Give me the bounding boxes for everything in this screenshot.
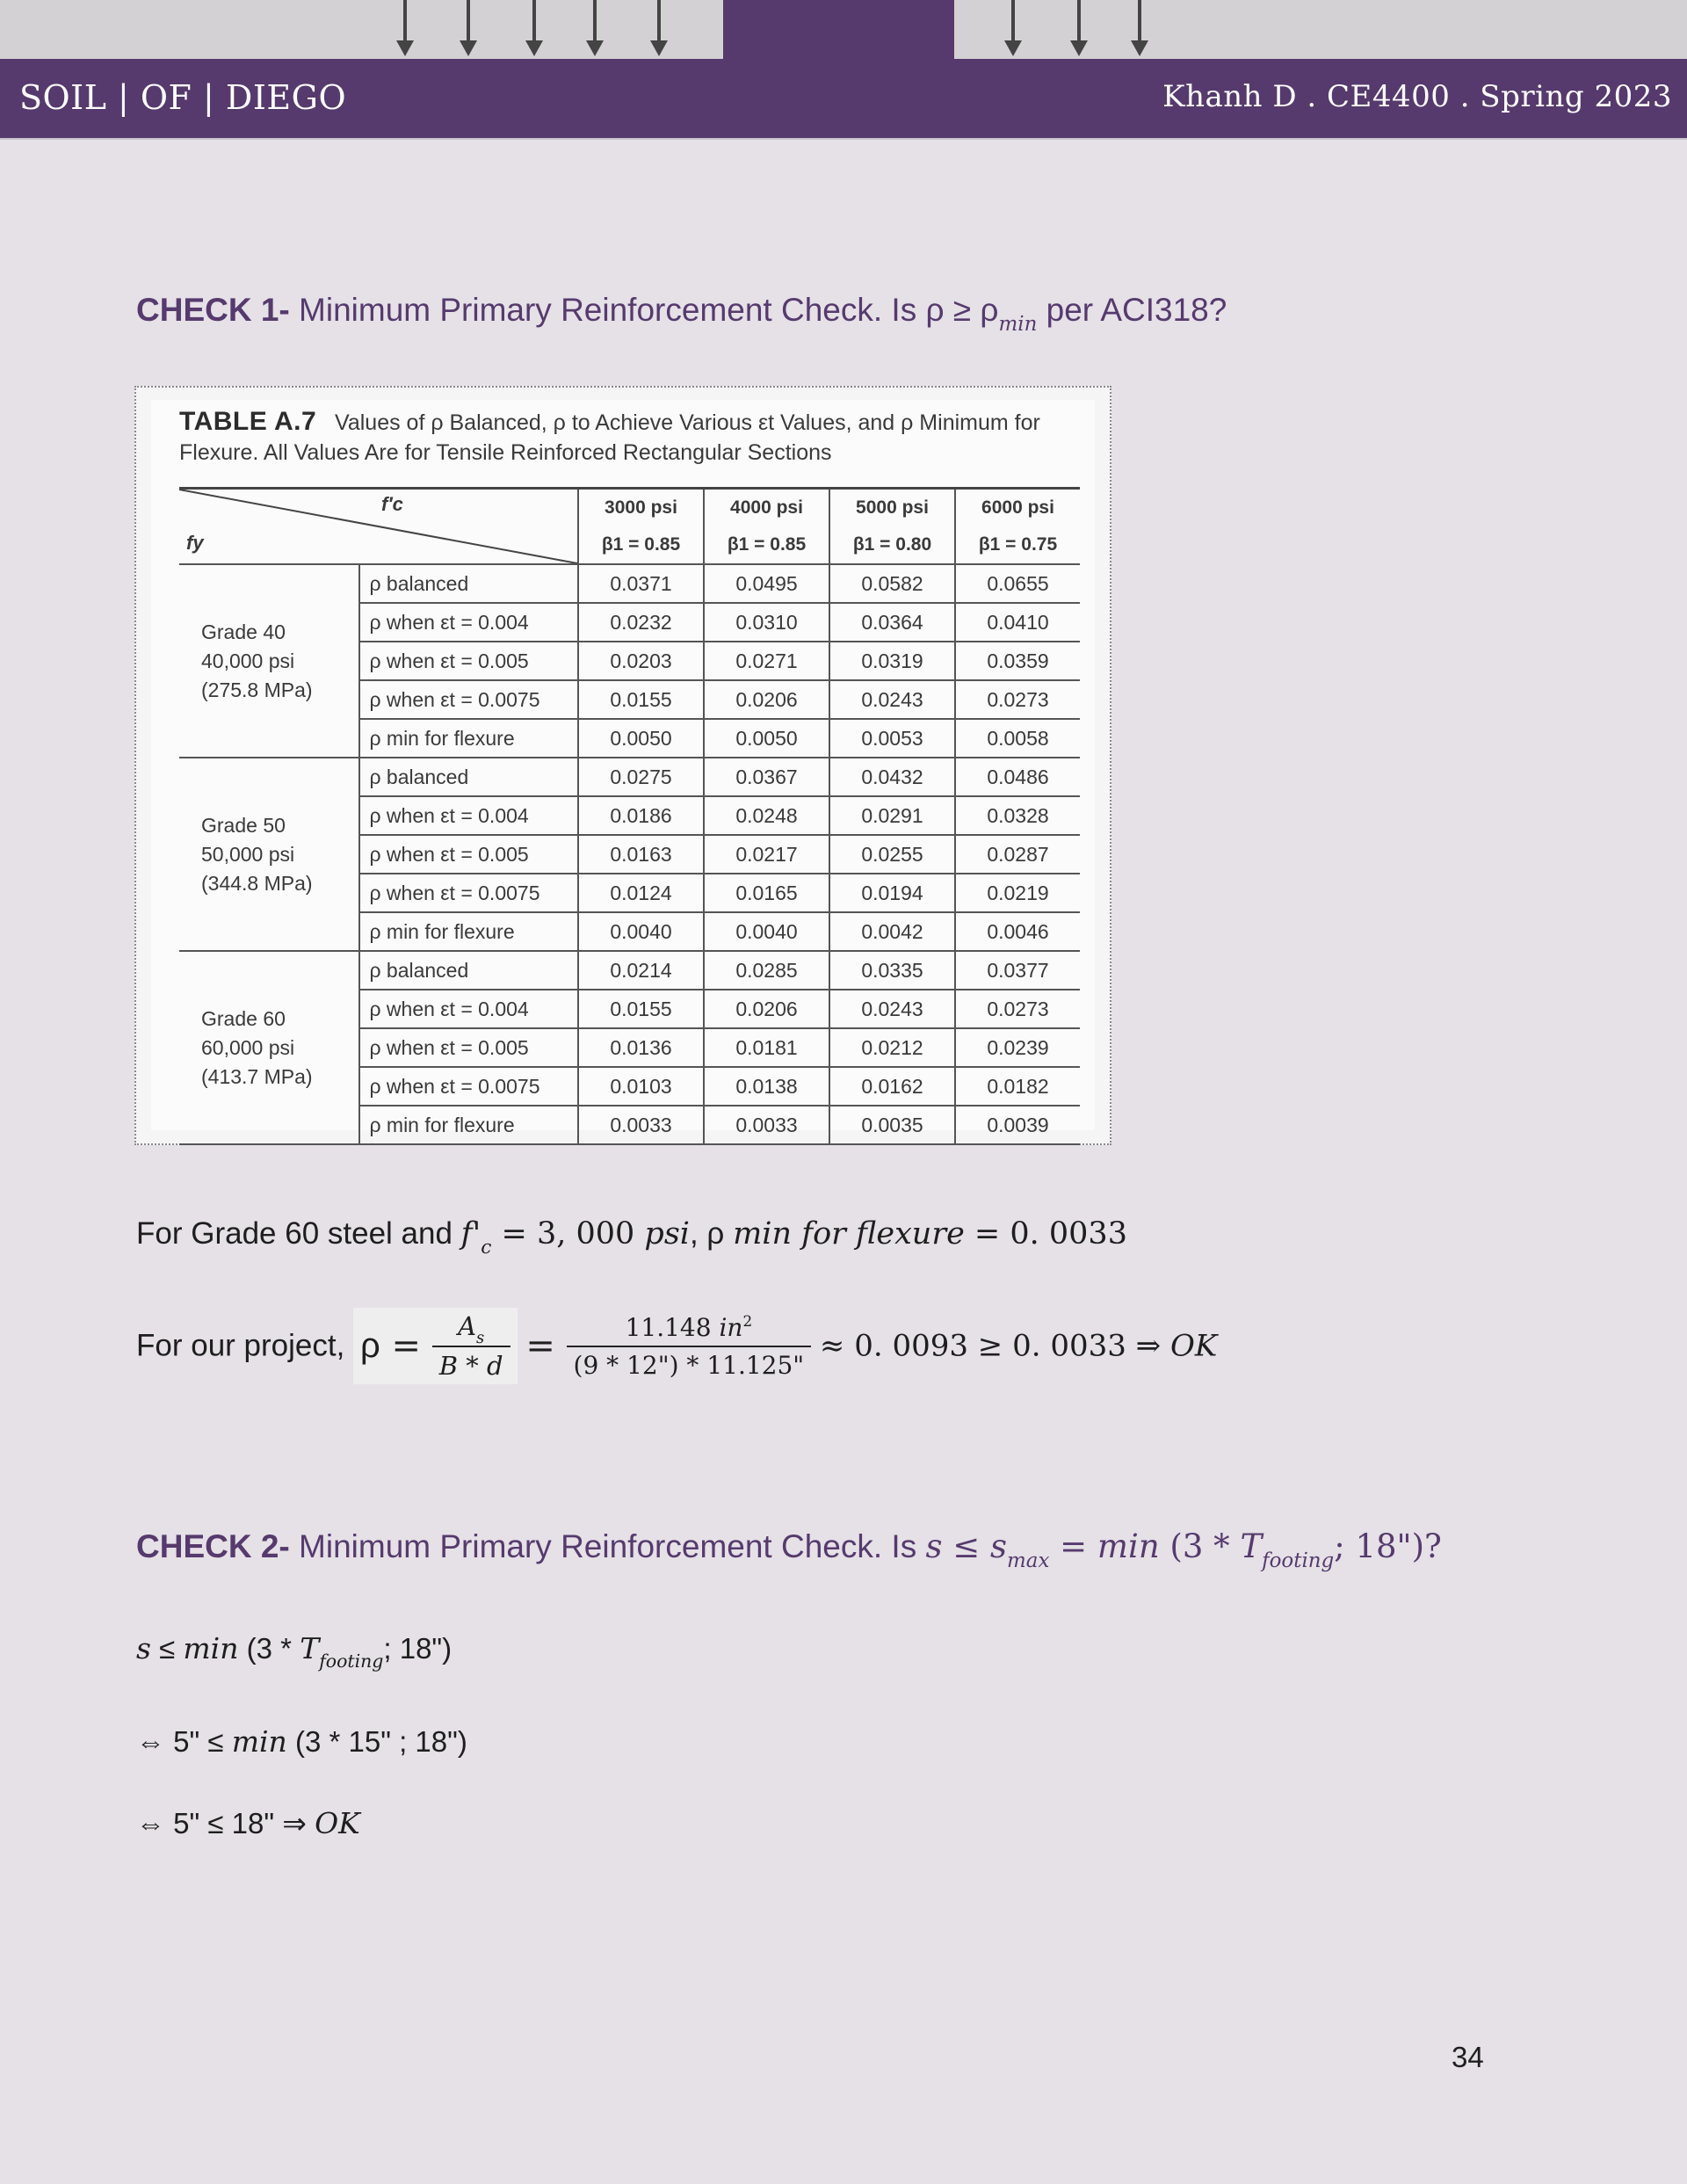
fc-value: = 3, 000 <box>491 1216 645 1252</box>
table-cell: 0.0058 <box>955 719 1080 758</box>
line3-start: ⇔ 5" ≤ 18" ⇒ <box>136 1807 315 1839</box>
as-over-bd-fraction <box>432 1311 510 1381</box>
table-cell: 0.0162 <box>829 1067 955 1106</box>
table-cell: 0.0310 <box>704 603 829 642</box>
corner-diagonal <box>179 490 577 563</box>
equals-sign-2: = <box>525 1325 567 1367</box>
min-flexure-text: min for flexure <box>733 1216 965 1252</box>
table-figure-inner <box>151 400 1095 1136</box>
footing-subscript: footing <box>1262 1549 1335 1573</box>
line2-start: ⇔ 5" ≤ <box>136 1725 232 1758</box>
row-label: ρ when εt = 0.0075 <box>359 680 578 719</box>
table-cell: 0.0273 <box>955 990 1080 1028</box>
table-row <box>179 951 1080 990</box>
table-cell: 0.0206 <box>704 990 829 1028</box>
table-cell: 0.0275 <box>578 758 704 796</box>
table-cell: 0.0181 <box>704 1028 829 1067</box>
grade-cell <box>179 564 359 758</box>
table-cell: 0.0214 <box>578 951 704 990</box>
table-cell: 0.0138 <box>704 1067 829 1106</box>
row-label: ρ balanced <box>359 758 578 796</box>
check2-line3 <box>136 1806 360 1840</box>
rho-min-symbol: ρ <box>980 292 999 328</box>
table-figure <box>134 386 1111 1145</box>
down-arrow-icon <box>460 0 477 58</box>
table-cell: 0.0486 <box>955 758 1080 796</box>
table-cell: 0.0046 <box>955 912 1080 951</box>
table-header-row <box>179 489 1080 527</box>
t-symbol: T <box>1240 1527 1263 1565</box>
table-cell: 0.0432 <box>829 758 955 796</box>
grade-name: Grade 40 <box>201 620 286 643</box>
column-beta: β1 = 0.80 <box>829 526 955 564</box>
check2-label: CHECK 2- <box>136 1528 290 1564</box>
row-label: ρ min for flexure <box>359 719 578 758</box>
table-cell: 0.0243 <box>829 990 955 1028</box>
table-cell: 0.0273 <box>955 680 1080 719</box>
reinforcement-ratio-table <box>179 487 1080 1145</box>
min-function: min <box>231 1724 287 1759</box>
column-strength: 5000 psi <box>829 489 955 527</box>
rho-formula-box <box>353 1308 518 1384</box>
table-row <box>179 564 1080 603</box>
table-cell: 0.0239 <box>955 1028 1080 1067</box>
table-cell: 0.0335 <box>829 951 955 990</box>
row-label: ρ when εt = 0.005 <box>359 835 578 874</box>
grade-psi: 40,000 psi <box>201 649 295 672</box>
rho-text: , ρ <box>689 1216 734 1251</box>
open-paren: (3 * <box>1159 1527 1241 1565</box>
column-beta: β1 = 0.85 <box>704 526 829 564</box>
row-label: ρ when εt = 0.004 <box>359 796 578 835</box>
table-caption-text: Values of ρ Balanced, ρ to Achieve Various εt Values, and ρ Minimum for Flexure. All Values Are for Tensile Reinforced Rectangular Sections <box>179 410 1040 465</box>
open-paren: (3 * <box>238 1632 300 1665</box>
table-cell: 0.0033 <box>704 1106 829 1144</box>
max-subscript: max <box>1007 1549 1050 1573</box>
check1-label: CHECK 1- <box>136 292 290 328</box>
numerator-value: 11.148 <box>625 1312 720 1342</box>
bd-denominator: B * d <box>438 1351 503 1381</box>
grade-mpa: (275.8 MPa) <box>201 678 313 701</box>
table-cell: 0.0291 <box>829 796 955 835</box>
equals-sign: = <box>1049 1527 1097 1565</box>
numeric-fraction <box>567 1313 812 1380</box>
as-subscript: s <box>476 1328 485 1347</box>
author-course-term: Khanh D . CE4400 . Spring 2023 <box>1162 79 1672 114</box>
table-cell: 0.0155 <box>578 990 704 1028</box>
table-cell: 0.0243 <box>829 680 955 719</box>
ge-symbol: ≥ <box>944 292 981 328</box>
denominator-value: (9 * 12") * 11.125" <box>573 1350 805 1380</box>
table-cell: 0.0212 <box>829 1028 955 1067</box>
close-paren: ; 18") <box>383 1632 453 1665</box>
project-line <box>136 1308 1217 1384</box>
down-arrow-icon <box>1070 0 1088 58</box>
table-cell: 0.0495 <box>704 564 829 603</box>
table-cell: 0.0033 <box>578 1106 704 1144</box>
table-cell: 0.0285 <box>704 951 829 990</box>
table-cell: 0.0035 <box>829 1106 955 1144</box>
grade60-line <box>136 1216 1127 1259</box>
row-label: ρ when εt = 0.005 <box>359 642 578 680</box>
fc-symbol: f' <box>460 1216 481 1252</box>
rho-symbol: ρ <box>360 1326 380 1365</box>
row-label: ρ when εt = 0.004 <box>359 990 578 1028</box>
grade-cell <box>179 951 359 1144</box>
column-strength: 6000 psi <box>955 489 1080 527</box>
table-cell: 0.0155 <box>578 680 704 719</box>
le-symbol: ≤ <box>942 1527 991 1565</box>
table-cell: 0.0206 <box>704 680 829 719</box>
table-cell: 0.0124 <box>578 874 704 912</box>
t-symbol: T <box>300 1631 320 1665</box>
grade-name: Grade 50 <box>201 813 286 837</box>
rho-symbol: ρ <box>925 292 945 328</box>
brand-title: SOIL | OF | DIEGO <box>19 78 347 117</box>
row-label: ρ when εt = 0.004 <box>359 603 578 642</box>
table-cell: 0.0359 <box>955 642 1080 680</box>
le-symbol: ≤ <box>150 1632 184 1665</box>
table-cell: 0.0287 <box>955 835 1080 874</box>
table-cell: 0.0328 <box>955 796 1080 835</box>
table-cell: 0.0319 <box>829 642 955 680</box>
table-cell: 0.0219 <box>955 874 1080 912</box>
grade-mpa: (344.8 MPa) <box>201 871 313 895</box>
column-beta: β1 = 0.75 <box>955 526 1080 564</box>
table-cell: 0.0248 <box>704 796 829 835</box>
table-cell: 0.0371 <box>578 564 704 603</box>
row-label: ρ min for flexure <box>359 1106 578 1144</box>
check2-title: Minimum Primary Reinforcement Check. Is <box>289 1528 926 1564</box>
column-strength: 3000 psi <box>578 489 704 527</box>
table-cell: 0.0042 <box>829 912 955 951</box>
close-paren: ; 18")? <box>1334 1527 1442 1565</box>
page-header <box>0 59 1687 138</box>
row-label: ρ when εt = 0.005 <box>359 1028 578 1067</box>
grade-name: Grade 60 <box>201 1006 286 1030</box>
table-cell: 0.0655 <box>955 564 1080 603</box>
table-cell: 0.0367 <box>704 758 829 796</box>
grade-cell <box>179 758 359 951</box>
table-cell: 0.0163 <box>578 835 704 874</box>
fc-label: f′c <box>381 493 403 515</box>
table-cell: 0.0377 <box>955 951 1080 990</box>
down-arrow-icon <box>650 0 668 58</box>
ok-text: OK <box>1169 1328 1218 1364</box>
grade-psi: 50,000 psi <box>201 842 295 866</box>
psi-unit: psi <box>644 1216 690 1252</box>
table-cell: 0.0364 <box>829 603 955 642</box>
row-label: ρ balanced <box>359 564 578 603</box>
down-arrow-icon <box>1131 0 1148 58</box>
numerator-unit: in <box>719 1312 743 1342</box>
min-function: min <box>183 1631 239 1665</box>
table-cell: 0.0194 <box>829 874 955 912</box>
smax-symbol: s <box>990 1527 1008 1565</box>
header-tab <box>723 0 954 60</box>
row-label: ρ balanced <box>359 951 578 990</box>
check2-line1 <box>136 1631 453 1672</box>
min-flexure-value: = 0. 0033 <box>964 1216 1127 1252</box>
table-cell: 0.0182 <box>955 1067 1080 1106</box>
table-label: TABLE A.7 <box>179 407 317 436</box>
table-cell: 0.0255 <box>829 835 955 874</box>
min-function: min <box>1097 1527 1160 1565</box>
fy-label: fy <box>186 532 204 554</box>
column-beta: β1 = 0.85 <box>578 526 704 564</box>
table-cell: 0.0040 <box>578 912 704 951</box>
down-arrow-icon <box>396 0 414 58</box>
row-label: ρ when εt = 0.0075 <box>359 874 578 912</box>
project-text: For our project, <box>136 1328 354 1363</box>
table-cell: 0.0271 <box>704 642 829 680</box>
table-caption <box>179 407 1075 468</box>
equals-sign: = <box>380 1325 432 1367</box>
s-symbol: s <box>136 1631 151 1665</box>
table-cell: 0.0203 <box>578 642 704 680</box>
numerator-exponent: 2 <box>742 1312 753 1331</box>
grade-psi: 60,000 psi <box>201 1035 295 1059</box>
header-rule <box>0 138 1687 140</box>
table-cell: 0.0040 <box>704 912 829 951</box>
check1-title: Minimum Primary Reinforcement Check. Is <box>289 292 926 328</box>
row-label: ρ min for flexure <box>359 912 578 951</box>
grade-mpa: (413.7 MPa) <box>201 1064 313 1088</box>
table-cell: 0.0050 <box>704 719 829 758</box>
ok-text: OK <box>315 1806 360 1840</box>
column-strength: 4000 psi <box>704 489 829 527</box>
table-cell: 0.0165 <box>704 874 829 912</box>
page-number: 34 <box>1452 2041 1484 2073</box>
table-row <box>179 758 1080 796</box>
table-cell: 0.0217 <box>704 835 829 874</box>
s-symbol: s <box>925 1527 943 1565</box>
table-cell: 0.0050 <box>578 719 704 758</box>
down-arrow-icon <box>525 0 543 58</box>
table-cell: 0.0039 <box>955 1106 1080 1144</box>
fc-subscript: c <box>481 1236 492 1259</box>
footing-subscript: footing <box>319 1651 384 1672</box>
as-symbol: A <box>458 1311 477 1341</box>
check2-heading <box>136 1527 1442 1573</box>
rho-result: ≈ 0. 0093 ≥ 0. 0033 ⇒ <box>819 1328 1170 1364</box>
table-cell: 0.0103 <box>578 1067 704 1106</box>
down-arrow-icon <box>1004 0 1022 58</box>
min-subscript: min <box>998 313 1038 337</box>
table-cell: 0.0186 <box>578 796 704 835</box>
check1-title-end: per ACI318? <box>1037 292 1227 328</box>
check2-line2 <box>136 1724 467 1759</box>
row-label: ρ when εt = 0.0075 <box>359 1067 578 1106</box>
table-cell: 0.0582 <box>829 564 955 603</box>
down-arrow-icon <box>586 0 604 58</box>
table-cell: 0.0053 <box>829 719 955 758</box>
table-cell: 0.0232 <box>578 603 704 642</box>
table-cell: 0.0410 <box>955 603 1080 642</box>
line2-rest: (3 * 15" ; 18") <box>286 1725 467 1758</box>
grade60-text: For Grade 60 steel and <box>136 1216 461 1251</box>
table-cell: 0.0136 <box>578 1028 704 1067</box>
table-corner-cell <box>179 489 578 565</box>
check1-heading <box>136 292 1227 337</box>
